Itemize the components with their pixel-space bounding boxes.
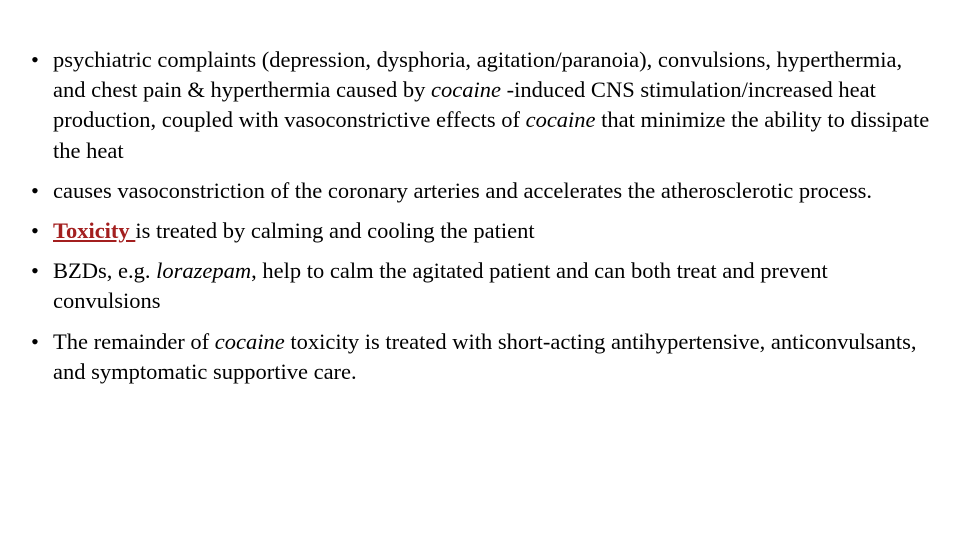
bullet-dot-icon: • (31, 258, 39, 284)
bullet-item-2 (31, 176, 931, 206)
text-segment: -induced CNS stimulation/increased heat production, coupled with vasoconstrictive effects of (53, 77, 876, 133)
toxicity-highlight: Toxicity (53, 218, 136, 244)
text-segment: causes vasoconstriction of the coronary arteries and accelerates the atherosclerotic process. (53, 177, 872, 203)
bullet-list (31, 45, 931, 397)
drug-name: cocaine (525, 107, 596, 133)
bullet-item-4 (31, 256, 931, 316)
drug-name: lorazepam (156, 258, 252, 284)
bullet-dot-icon: • (31, 177, 39, 203)
text-segment: is treated by calming and cooling the patient (135, 218, 535, 244)
text-segment: The remainder of (53, 328, 215, 354)
text-segment: psychiatric complaints (depression, dysphoria, agitation/paranoia), convulsions, hyperthermia, and chest pain & hyperthermia caused by (53, 47, 903, 103)
bullet-text (53, 258, 828, 313)
bullet-item-1 (31, 45, 931, 166)
bullet-text (53, 329, 917, 384)
text-segment: toxicity is treated with short-acting antihypertensive, anticonvulsants, and symptomatic supportive care. (53, 328, 917, 384)
bullet-dot-icon: • (31, 218, 39, 244)
bullet-text (53, 47, 929, 163)
bullet-item-5 (31, 327, 931, 387)
text-segment: that minimize the ability to dissipate the heat (53, 107, 930, 163)
bullet-text (53, 218, 535, 243)
text-segment: , help to calm the agitated patient and can both treat and prevent convulsions (53, 258, 828, 314)
drug-name: cocaine (214, 328, 285, 354)
bullet-item-3 (31, 216, 931, 246)
text-segment: BZDs, e.g. (53, 258, 157, 284)
bullet-dot-icon: • (31, 47, 39, 72)
drug-name: cocaine (431, 77, 501, 103)
bullet-dot-icon: • (31, 328, 39, 354)
bullet-text (53, 178, 872, 203)
